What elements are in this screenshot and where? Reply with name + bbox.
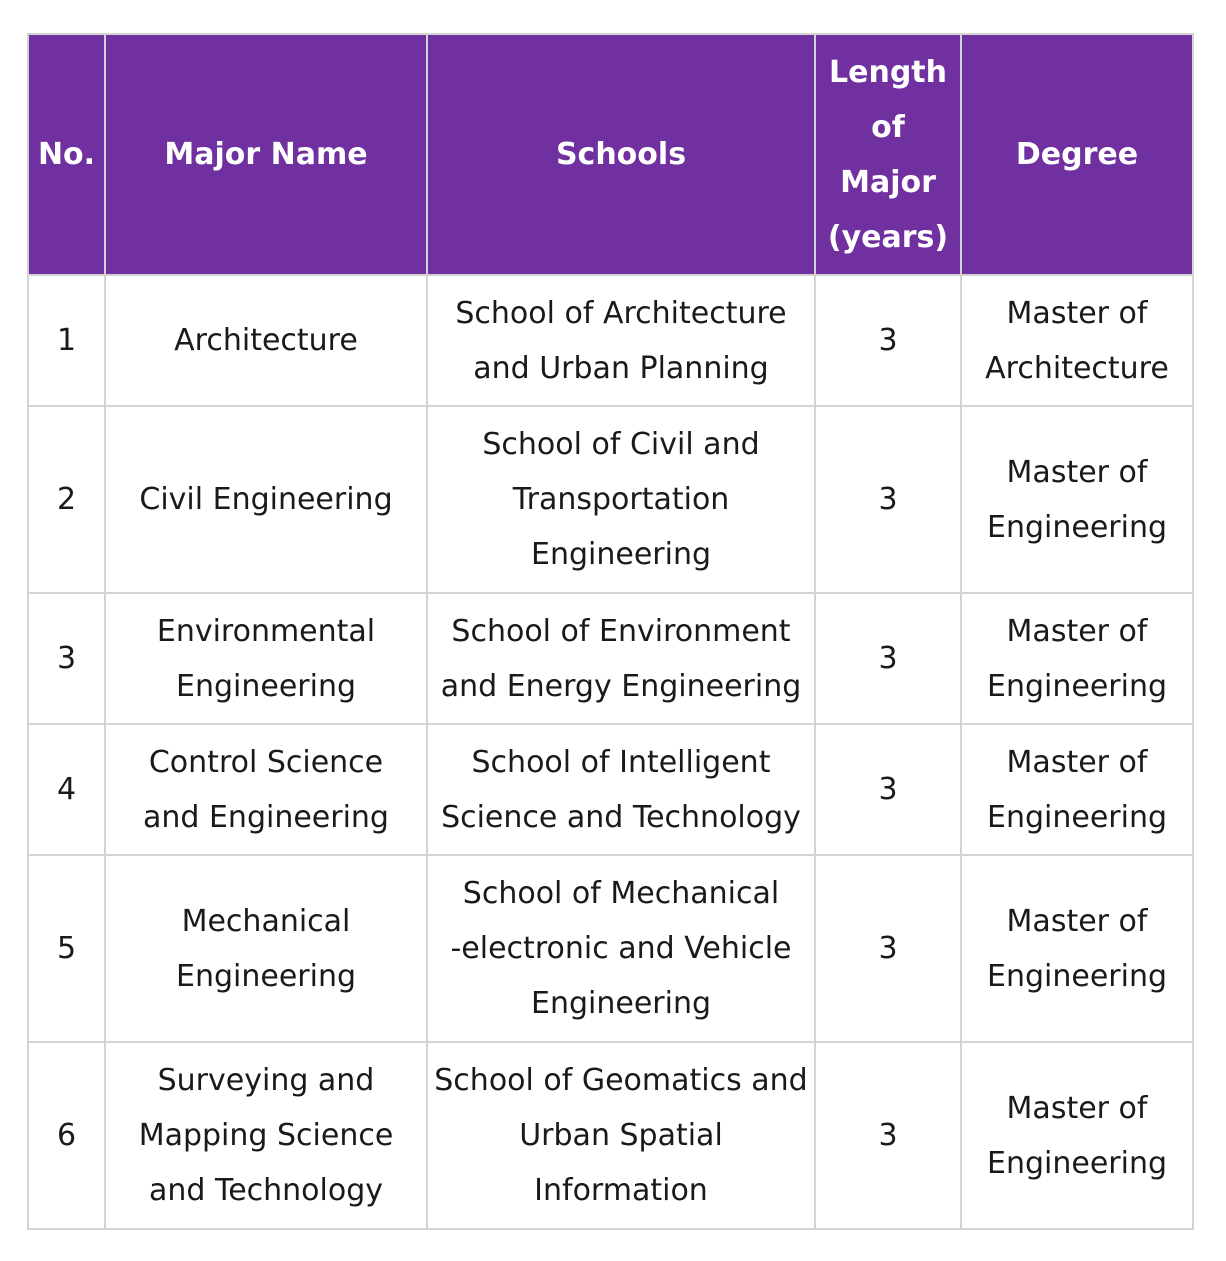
school-line: School of Civil and [482, 427, 760, 462]
school-line: School of Environment [451, 613, 791, 649]
cell-degree [961, 275, 1193, 406]
major-name-line: Mechanical [181, 903, 351, 939]
header-degree: Degree [961, 34, 1193, 275]
cell-major-name [105, 593, 427, 724]
cell-no: 1 [28, 275, 105, 406]
table-row [28, 855, 1193, 1042]
degree-line: Master of [1006, 295, 1148, 331]
school-line: Engineering [531, 986, 711, 1021]
cell-length: 3 [815, 724, 961, 855]
cell-school [427, 1042, 815, 1229]
school-line: Engineering [531, 537, 711, 572]
header-length-line: (years) [827, 219, 949, 255]
school-line: Science and Technology [441, 799, 801, 835]
cell-no: 4 [28, 724, 105, 855]
school-line: and Energy Engineering [440, 668, 802, 704]
majors-table-container [27, 33, 1194, 1230]
cell-length: 3 [815, 1042, 961, 1229]
major-name-line: Surveying and [157, 1063, 375, 1098]
school-line: Transportation [512, 482, 730, 517]
major-name-line: Engineering [176, 668, 356, 704]
cell-major-name [105, 406, 427, 593]
cell-length: 3 [815, 275, 961, 406]
degree-line: Master of [1006, 744, 1148, 780]
degree-line: Engineering [987, 799, 1167, 835]
degree-line: Engineering [987, 509, 1167, 545]
header-schools: Schools [427, 34, 815, 275]
major-name-line: Control Science [148, 744, 384, 780]
cell-degree [961, 855, 1193, 1042]
school-line: Information [534, 1173, 708, 1208]
cell-school [427, 275, 815, 406]
cell-no: 6 [28, 1042, 105, 1229]
cell-degree [961, 724, 1193, 855]
major-name-line: Environmental [156, 613, 376, 649]
header-no: No. [28, 34, 105, 275]
header-length-line: Length [829, 54, 947, 90]
cell-length: 3 [815, 855, 961, 1042]
cell-length: 3 [815, 593, 961, 724]
cell-no: 3 [28, 593, 105, 724]
major-name-line: Civil Engineering [139, 482, 393, 517]
school-line: Urban Spatial [519, 1118, 723, 1153]
major-name-line: Mapping Science [138, 1118, 394, 1153]
school-line: School of Intelligent [471, 744, 771, 780]
degree-line: Engineering [987, 958, 1167, 994]
major-name-line: Architecture [174, 323, 358, 358]
majors-table [27, 33, 1194, 1230]
header-length-line: of [871, 109, 905, 145]
cell-no: 2 [28, 406, 105, 593]
school-line: School of Mechanical [462, 876, 780, 911]
major-name-line: Engineering [176, 958, 356, 994]
table-row [28, 593, 1193, 724]
cell-school [427, 855, 815, 1042]
school-line: and Urban Planning [473, 350, 769, 386]
table-row [28, 724, 1193, 855]
table-row [28, 1042, 1193, 1229]
table-row [28, 406, 1193, 593]
school-line: School of Geomatics and [434, 1063, 808, 1098]
degree-line: Master of [1006, 903, 1148, 939]
cell-length: 3 [815, 406, 961, 593]
cell-school [427, 406, 815, 593]
major-name-line: and Engineering [143, 799, 389, 835]
header-major-name: Major Name [105, 34, 427, 275]
degree-line: Engineering [987, 668, 1167, 704]
cell-degree [961, 406, 1193, 593]
header-length-line: Major [840, 164, 936, 200]
degree-line: Master of [1006, 1090, 1148, 1126]
cell-no: 5 [28, 855, 105, 1042]
header-row [28, 34, 1193, 275]
cell-major-name [105, 1042, 427, 1229]
table-header [28, 34, 1193, 275]
school-line: School of Architecture [455, 295, 787, 331]
cell-degree [961, 593, 1193, 724]
cell-school [427, 593, 815, 724]
degree-line: Master of [1006, 613, 1148, 649]
cell-degree [961, 1042, 1193, 1229]
degree-line: Engineering [987, 1145, 1167, 1181]
cell-major-name [105, 724, 427, 855]
table-row [28, 275, 1193, 406]
table-body [28, 275, 1193, 1229]
cell-school [427, 724, 815, 855]
cell-major-name [105, 855, 427, 1042]
degree-line: Architecture [985, 350, 1169, 386]
degree-line: Master of [1006, 454, 1148, 490]
cell-major-name [105, 275, 427, 406]
school-line: -electronic and Vehicle [450, 931, 792, 966]
header-length-of-major [815, 34, 961, 275]
major-name-line: and Technology [148, 1173, 384, 1208]
